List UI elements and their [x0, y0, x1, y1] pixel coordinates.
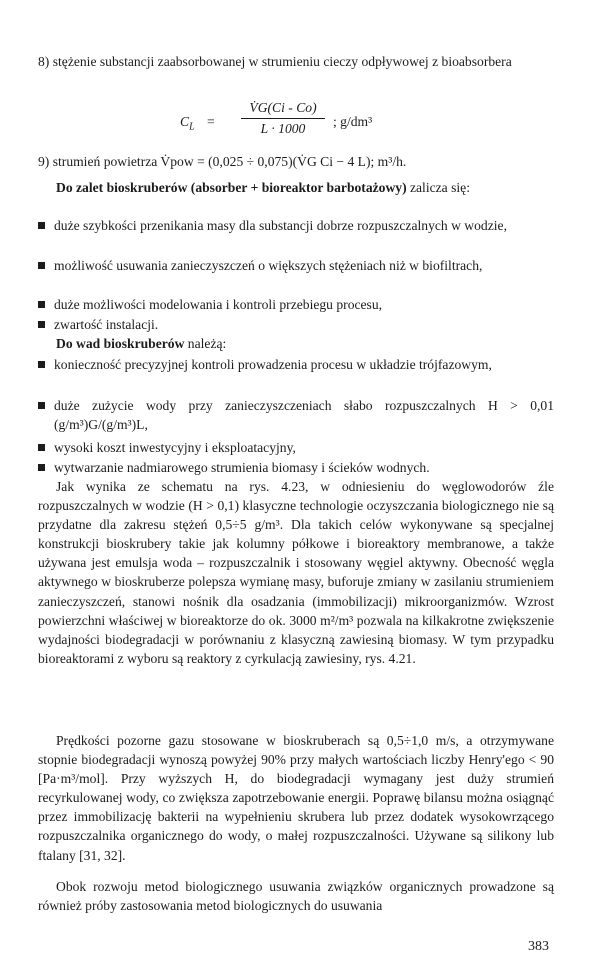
bullet-square-icon [38, 464, 45, 471]
advantages-intro-rest: zalicza się: [406, 180, 470, 195]
bullet-square-icon [38, 444, 45, 451]
bullet-square-icon [38, 222, 45, 229]
formula-cl [180, 98, 515, 146]
formula-fraction [241, 98, 325, 138]
disadvantages-intro [38, 334, 554, 353]
formula-unit: ; g/dm³ [333, 114, 373, 129]
list-item: konieczność precyzyjnej kontroli prowadzenia procesu w układzie trójfazowym, [36, 355, 554, 374]
list-item: wysoki koszt inwestycyjny i eksploatacyjny, [36, 438, 554, 457]
paragraph-3: Obok rozwoju metod biologicznego usuwania związków organicznych prowadzone są również próby zastosowania metod biologicznych do usuwania [38, 879, 554, 914]
formula-denominator: L · 1000 [260, 121, 306, 137]
bullet-square-icon [38, 321, 45, 328]
bullet-square-icon [38, 301, 45, 308]
disadvantages-intro-bold: Do wad bioskruberów [56, 336, 185, 351]
paragraph-2: Prędkości pozorne gazu stosowane w bioskruberach są 0,5÷1,0 m/s, a otrzymywane stopnie biodegradacji wynoszą powyżej 90% przy małych wartościach liczby Henry'ego < 90 [Pa·m³/mol]. Przy wyższych H, do biodegradacji wymagany jest duży strumień recyrkulowanej wody, co zwiększa zapotrzebowanie energii. Poprawę bilansu można osiągnąć przez immobilizację bakterii na wypełnieniu skrubera lub przez dodatek wysokowrzącego rozpuszczalnika organicznego do wody, o małej rozpuszczalności. Używane są silikony lub ftalany [31, 32]. [38, 733, 554, 863]
list-item: wytwarzanie nadmiarowego strumienia biomasy i ścieków wodnych. [36, 458, 554, 477]
advantages-intro-bold: Do zalet bioskruberów (absorber + bioreaktor barbotażowy) [56, 180, 407, 195]
formula-equals: = [207, 114, 215, 129]
page-number: 383 [528, 939, 549, 954]
formula-lhs-sub: L [189, 121, 195, 133]
formula-lhs: C [180, 114, 190, 129]
list-item: duże możliwości modelowania i kontroli przebiegu procesu, [36, 295, 554, 314]
list-item: duże zużycie wody przy zanieczyszczeniach słabo rozpuszczalnych H > 0,01 (g/m³)G/(g/m³)L, [36, 396, 554, 434]
item-8-text: 8) stężenie substancji zaabsorbowanej w strumieniu cieczy odpływowej z bioabsorbera [38, 54, 512, 69]
disadvantages-intro-rest: należą: [184, 336, 227, 351]
paragraph-1: Jak wynika ze schematu na rys. 4.23, w odniesieniu do węglowodorów źle rozpuszczalnych w wodzie (H > 0,1) klasyczne technologie oczyszczania biologicznego nie są przydatne dla zakresu stężeń 0,5÷5 g/m³. Dla takich celów wykonywane są specjalnej konstrukcji bioskrubery takie jak kolumny półkowe i bioreaktory membranowe, a także używana jest emulsja woda – rozpuszczalnik i stosowany węgiel aktywny. Obecność węgla aktywnego w bioskruberze polepsza wymianę masy, buforuje zmiany w zasilaniu strumieniem zanieczyszczeń, stanowi nośnik dla osadzania (immobilizacji) mikroorganizmów. Wzrost powierzchni właściwej w bioreaktorze do ok. 3000 m²/m³ pozwala na kilkakrotne zwiększenie wydajności biodegradacji w porównaniu z klasyczną zawiesiną biomasy. W tym przypadku bioreaktorami z wyboru są reaktory z cyrkulacją zawiesiny, rys. 4.21. [38, 479, 554, 666]
formula-numerator: V̇G(Ci - Co) [241, 98, 325, 119]
bullet-square-icon [38, 361, 45, 368]
list-item: duże szybkości przenikania masy dla substancji dobrze rozpuszczalnych w wodzie, [36, 216, 554, 235]
advantages-intro [38, 178, 554, 197]
bullet-square-icon [38, 402, 45, 409]
bullet-square-icon [38, 262, 45, 269]
list-item: zwartość instalacji. [36, 315, 554, 334]
item-9-text: 9) strumień powietrza V̇pow = (0,025 ÷ 0,075)(V̇G Ci − 4 L); m³/h. [38, 154, 407, 169]
list-item: możliwość usuwania zanieczyszczeń o większych stężeniach niż w biofiltrach, [36, 256, 554, 275]
